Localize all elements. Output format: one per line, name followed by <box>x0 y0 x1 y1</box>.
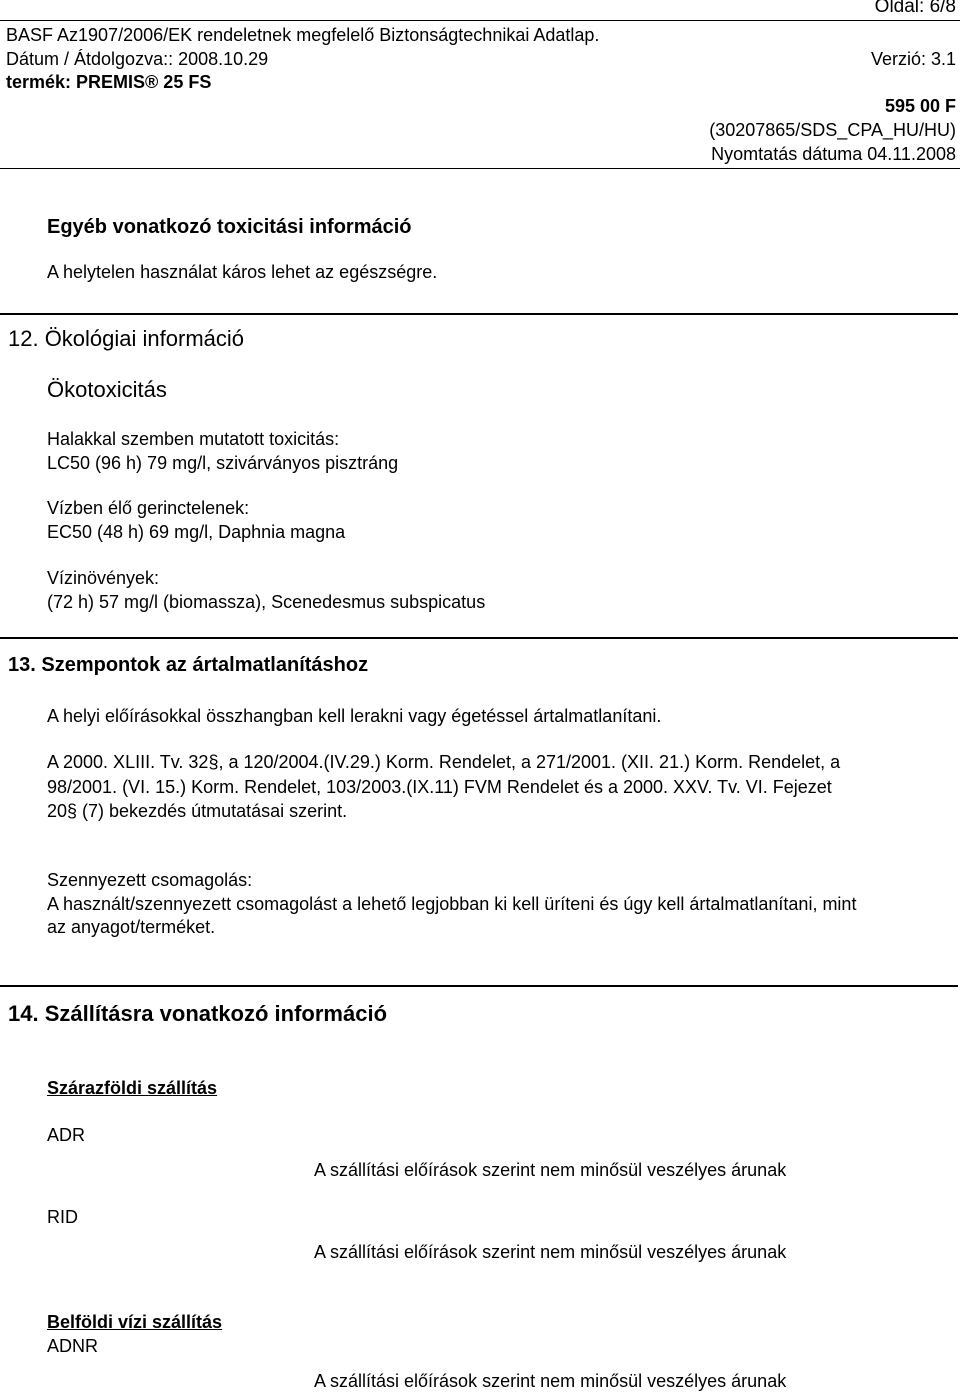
section-12-rule <box>0 313 958 315</box>
adnr-value: A szállítási előírások szerint nem minősül veszélyes árunak <box>314 1371 787 1391</box>
header-bottom-rule <box>0 168 960 169</box>
packaging-line-2: az anyagot/terméket. <box>47 917 216 937</box>
disposal-text: A helyi előírásokkal összhangban kell lerakni vagy égetéssel ártalmatlanítani. <box>47 706 662 726</box>
adr-value: A szállítási előírások szerint nem minősül veszélyes árunak <box>314 1160 787 1180</box>
law-line-1: A 2000. XLIII. Tv. 32§, a 120/2004.(IV.29.) Korm. Rendelet, a 271/2001. (XII. 21.) Korm. Rendelet, a <box>47 752 841 772</box>
rid-value: A szállítási előírások szerint nem minősül veszélyes árunak <box>314 1242 787 1262</box>
invertebrates-label: Vízben élő gerinctelenek: <box>47 498 250 518</box>
law-line-2: 98/2001. (VI. 15.) Korm. Rendelet, 103/2003.(IX.11) FVM Rendelet és a 2000. XXV. Tv. VI. Fejezet <box>47 777 832 797</box>
product-prefix: termék: <box>6 72 77 92</box>
header-top-rule <box>0 20 960 21</box>
document-title: BASF Az1907/2006/EK rendeletnek megfelelő Biztonságtechnikai Adatlap. <box>6 25 600 45</box>
section-14-heading: 14. Szállításra vonatkozó információ <box>8 1001 388 1026</box>
product-line <box>6 72 211 93</box>
packaging-label: Szennyezett csomagolás: <box>47 870 253 890</box>
law-line-3: 20§ (7) bekezdés útmutatásai szerint. <box>47 801 348 821</box>
section-12-heading: 12. Ökológiai információ <box>8 326 245 351</box>
fish-toxicity-label: Halakkal szemben mutatott toxicitás: <box>47 429 340 449</box>
document-id: (30207865/SDS_CPA_HU/HU) <box>709 120 956 140</box>
packaging-line-1: A használt/szennyezett csomagolást a lehető legjobban ki kell üríteni és úgy kell ártalmatlanítani, mint <box>47 894 857 914</box>
version: Verzió: 3.1 <box>870 49 956 69</box>
land-transport-heading: Szárazföldi szállítás <box>47 1078 218 1098</box>
ecotoxicity-heading: Ökotoxicitás <box>47 377 167 402</box>
print-date: Nyomtatás dátuma 04.11.2008 <box>711 144 956 164</box>
section-13-heading: 13. Szempontok az ártalmatlanításhoz <box>8 654 369 676</box>
adr-label: ADR <box>47 1125 86 1145</box>
product-name: PREMIS® 25 FS <box>76 72 212 92</box>
fish-toxicity-value: LC50 (96 h) 79 mg/l, szivárványos pisztráng <box>47 453 399 473</box>
product-code: 595 00 F <box>884 96 956 116</box>
other-tox-heading: Egyéb vonatkozó toxicitási információ <box>47 216 412 238</box>
aquatic-plants-label: Vízinövények: <box>47 568 160 588</box>
inland-waterway-heading: Belföldi vízi szállítás <box>47 1312 223 1332</box>
rid-label: RID <box>47 1207 78 1227</box>
other-tox-text: A helytelen használat káros lehet az egészségre. <box>47 262 438 282</box>
page-number: Oldal: 6/8 <box>874 0 956 17</box>
aquatic-plants-value: (72 h) 57 mg/l (biomassza), Scenedesmus subspicatus <box>47 592 486 612</box>
section-13-rule <box>0 637 958 639</box>
invertebrates-value: EC50 (48 h) 69 mg/l, Daphnia magna <box>47 522 346 542</box>
adnr-label: ADNR <box>47 1336 99 1356</box>
section-14-rule <box>0 985 958 987</box>
revision-date: Dátum / Átdolgozva:: 2008.10.29 <box>6 49 269 69</box>
